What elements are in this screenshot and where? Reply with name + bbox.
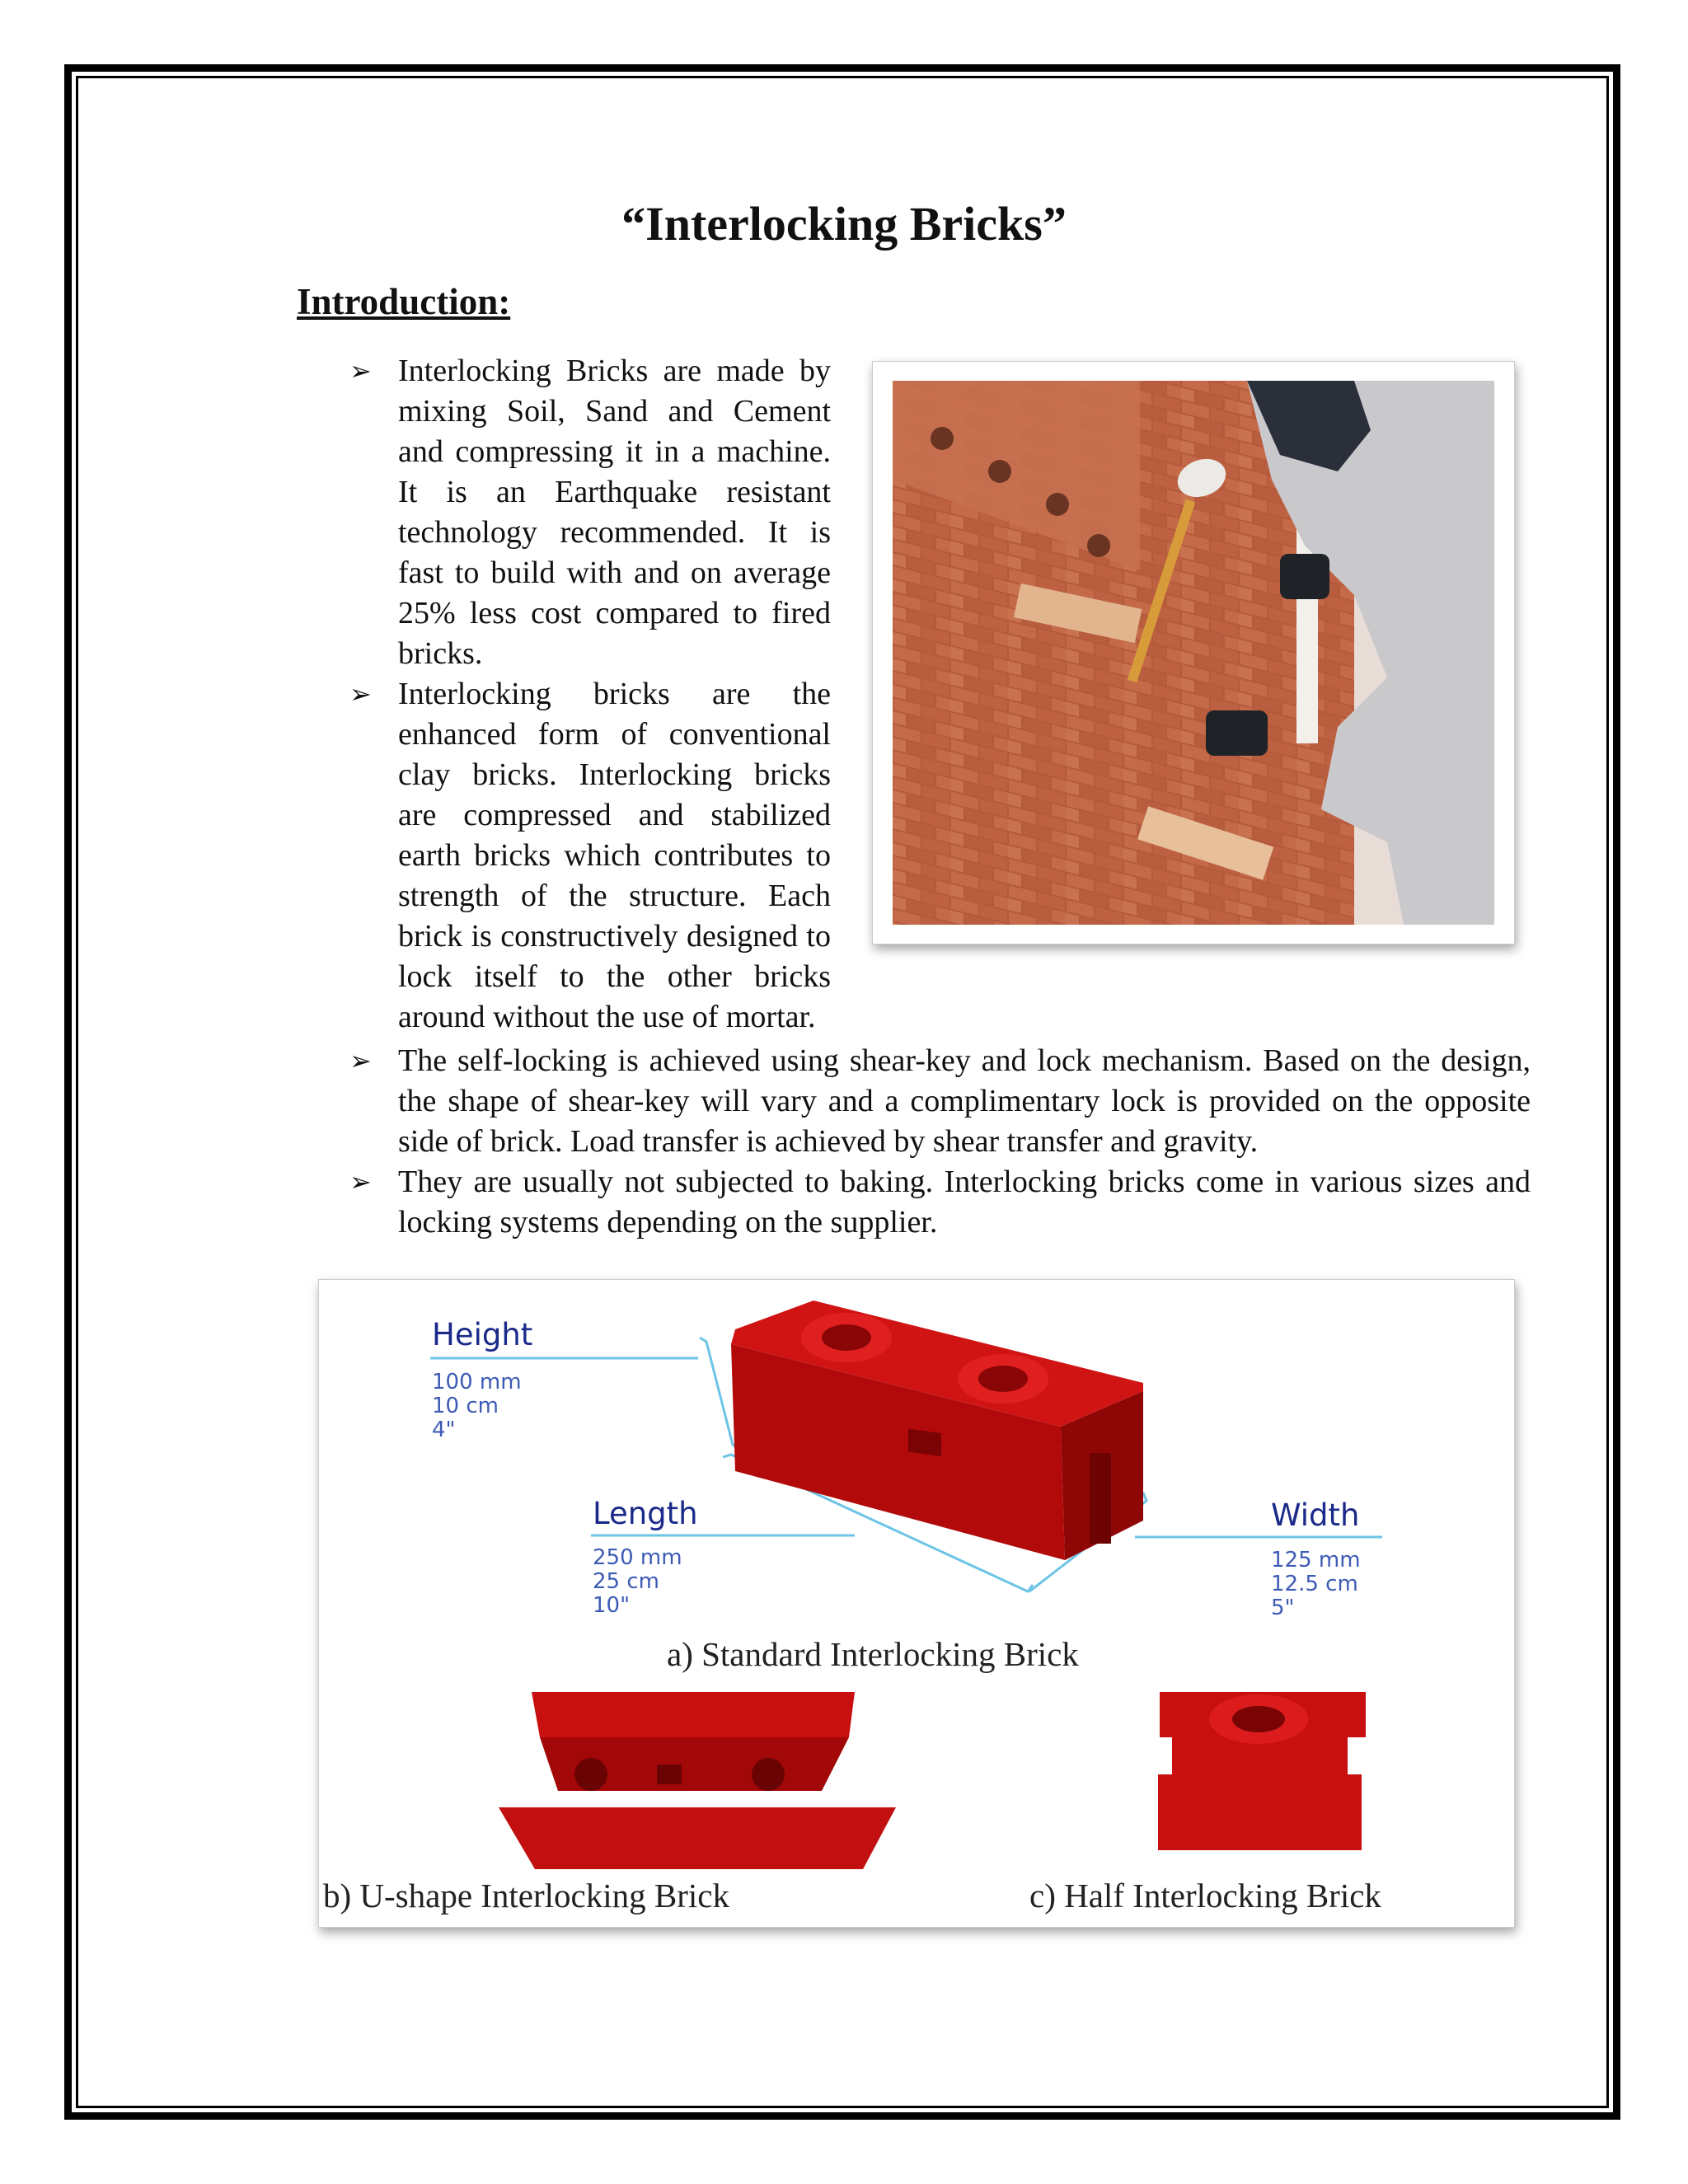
standard-brick-shape bbox=[731, 1301, 1143, 1560]
height-value: 4" bbox=[432, 1418, 456, 1442]
bullet-text: Interlocking Bricks are made by mixing Soil, Sand and Cement and compressing it in a machine. It is an Earthquake resistant technology recommended. It is fast to build with and on average 25% less cost compared to fired bricks. bbox=[398, 354, 831, 671]
bullet-text: The self-locking is achieved using shear-key and lock mechanism. Based on the design, the shape of shear-key will vary and a complimentary lock is provided on the opposite side of brick. Load transfer is achieved by shear transfer and gravity. bbox=[398, 1043, 1531, 1159]
bullet-list-bottom bbox=[330, 1041, 1531, 1243]
height-value: 10 cm bbox=[432, 1394, 499, 1418]
length-value: 250 mm bbox=[593, 1545, 682, 1570]
height-title: Height bbox=[432, 1317, 533, 1352]
length-title: Length bbox=[593, 1496, 698, 1531]
height-values bbox=[432, 1371, 522, 1442]
height-value: 100 mm bbox=[432, 1370, 522, 1394]
brick-types-figure bbox=[318, 1279, 1515, 1928]
width-value: 12.5 cm bbox=[1271, 1572, 1358, 1596]
width-value: 125 mm bbox=[1271, 1548, 1361, 1572]
arrowhead-bullet-icon: ➢ bbox=[349, 678, 372, 710]
bullet-item bbox=[330, 351, 831, 674]
bullet-item bbox=[330, 674, 831, 1038]
width-value: 5" bbox=[1271, 1596, 1295, 1620]
bullet-text: Interlocking bricks are the enhanced form of conventional clay bricks. Interlocking bricks are compressed and stabilized earth bricks which contributes to strength of the structure. Each brick is constructively designed to lock itself to the other bricks around without the use of mortar. bbox=[398, 677, 831, 1034]
u-shape-brick-shape bbox=[499, 1692, 896, 1869]
half-brick-shape bbox=[1158, 1692, 1366, 1850]
arrowhead-bullet-icon: ➢ bbox=[349, 1045, 372, 1076]
worker-laying-bricks-photo bbox=[872, 361, 1515, 944]
length-value: 25 cm bbox=[593, 1569, 659, 1594]
length-value: 10" bbox=[593, 1593, 631, 1618]
brick-wall-illustration bbox=[893, 381, 1494, 925]
caption-u-shape-brick: b) U-shape Interlocking Brick bbox=[323, 1877, 729, 1915]
bullet-text: They are usually not subjected to baking. Interlocking bricks come in various sizes and locking systems depending on the supplier. bbox=[398, 1165, 1531, 1240]
arrowhead-bullet-icon: ➢ bbox=[349, 355, 372, 387]
arrowhead-bullet-icon: ➢ bbox=[349, 1166, 372, 1197]
page-title: “Interlocking Bricks” bbox=[621, 197, 1067, 251]
caption-standard-brick: a) Standard Interlocking Brick bbox=[667, 1635, 1079, 1673]
caption-half-brick: c) Half Interlocking Brick bbox=[1029, 1877, 1381, 1915]
bullet-list-top bbox=[330, 351, 831, 1038]
introduction-heading: Introduction: bbox=[297, 281, 511, 322]
length-values bbox=[593, 1546, 682, 1618]
width-values bbox=[1271, 1549, 1361, 1620]
bullet-item bbox=[330, 1041, 1531, 1162]
bullet-item bbox=[330, 1162, 1531, 1243]
width-title: Width bbox=[1271, 1497, 1360, 1533]
